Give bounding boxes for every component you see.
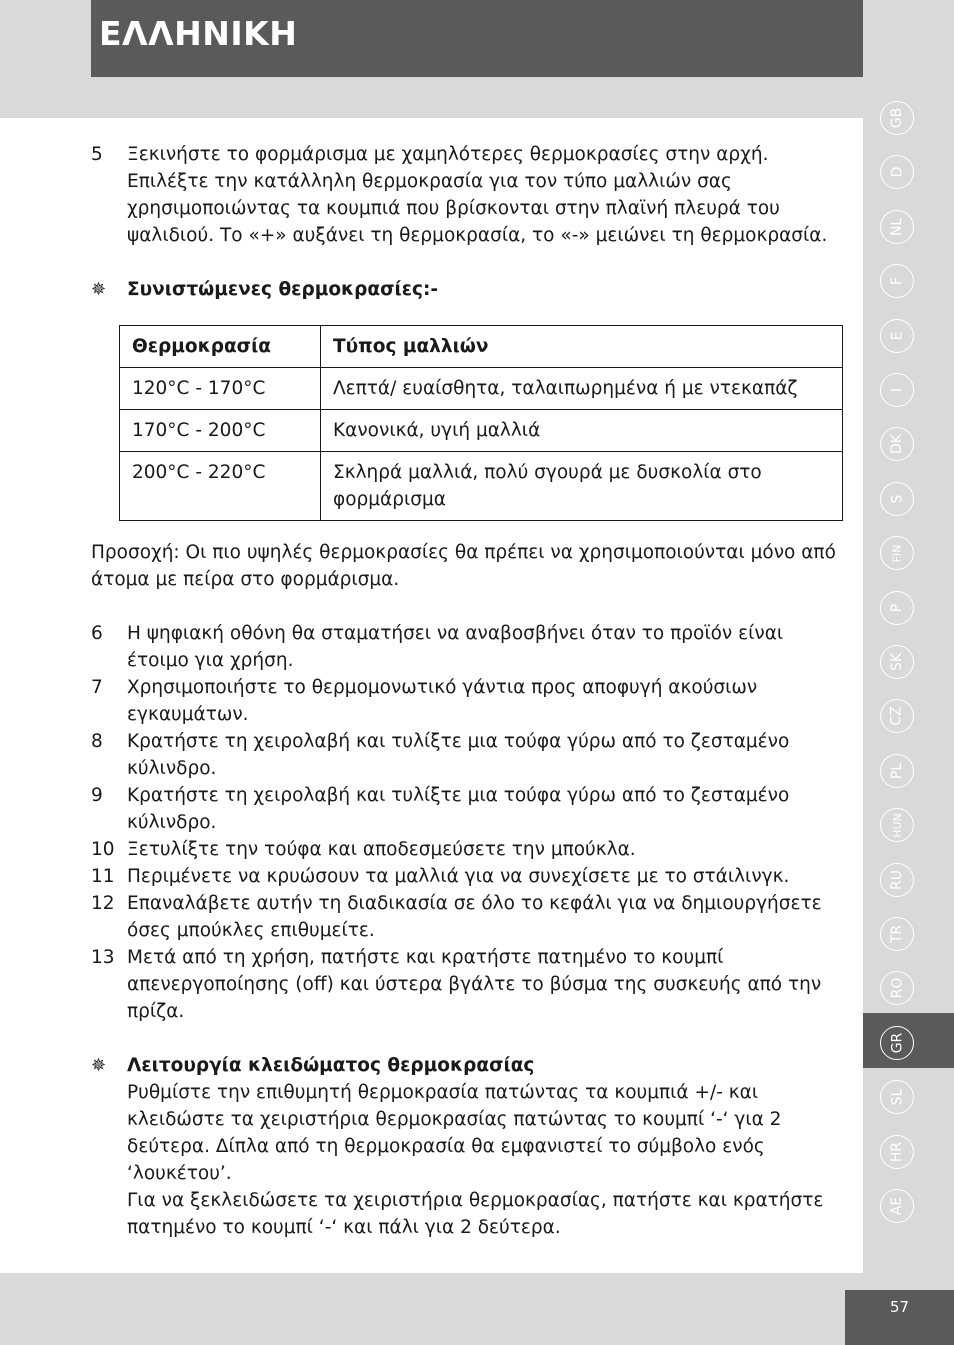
language-code: RO <box>889 978 905 999</box>
language-tab-sl[interactable] <box>880 1072 914 1122</box>
table-header: Θερμοκρασία <box>120 326 321 368</box>
language-circle-icon <box>880 754 914 788</box>
step-text: Ξεκινήστε το φορμάρισμα με χαμηλότερες θερμοκρασίες στην αρχή. Επιλέξτε την κατάλληλη θερμοκρασία για τον τύπο μαλλιών σας χρησιμοποιώντας τα κουμπιά που βρίσκονται στην πλαϊνή πλευρά του ψαλιδιού. Το «+» αυξάνει τη θερμοκρασία, το «-» μειώνει τη θερμοκρασία. <box>127 144 828 246</box>
header-bar <box>91 0 863 77</box>
table-row <box>120 368 843 410</box>
language-circle-icon <box>880 1189 914 1223</box>
language-code: S <box>888 494 905 504</box>
page-number: 57 <box>889 1298 910 1316</box>
language-tab-pl[interactable] <box>880 746 914 796</box>
tip-title: Συνιστώμενες θερμοκρασίες:- <box>127 279 439 300</box>
language-code: HR <box>888 1141 905 1162</box>
step-text: Επαναλάβετε αυτήν τη διαδικασία σε όλο το κεφάλι για να δημιουργήσετε όσες μπούκλες επιθυμείτε. <box>127 893 822 941</box>
language-circle-icon <box>880 373 914 407</box>
step-12 <box>91 890 841 944</box>
tip-sun-icon: ✵ <box>91 279 107 300</box>
page-number-box <box>845 1290 954 1345</box>
language-tab-f[interactable] <box>880 256 914 306</box>
step-text: Κρατήστε τη χειρολαβή και τυλίξτε μια τούφα γύρω από το ζεσταμένο κύλινδρο. <box>127 785 790 833</box>
tip-title: Λειτουργία κλειδώματος θερμοκρασίας <box>127 1055 535 1076</box>
step-text: Η ψηφιακή οθόνη θα σταματήσει να αναβοσβήνει όταν το προϊόν είναι έτοιμο για χρήση. <box>127 623 784 671</box>
language-tab-gr[interactable] <box>880 1018 914 1068</box>
step-number: 6 <box>91 623 103 644</box>
tip-paragraph: Ρυθμίστε την επιθυμητή θερμοκρασία πατώντας τα κουμπιά +/- και κλειδώστε τα χειριστήρια θερμοκρασίας πατώντας το κουμπί ‘-‘ για 2 δεύτερα. Δίπλα από τη θερμοκρασία θα εμφανιστεί το σύμβολο ενός ‘λουκέτου’. <box>127 1082 782 1184</box>
language-code: I <box>888 387 905 393</box>
step-text: Χρησιμοποιήστε το θερμομονωτικό γάντια προς αποφυγή ακούσιων εγκαυμάτων. <box>127 677 758 725</box>
language-code: TR <box>889 924 905 944</box>
tip-paragraph: Για να ξεκλειδώσετε τα χειριστήρια θερμοκρασίας, πατήστε και κρατήστε πατημένο το κουμπί ‘-‘ και πάλι για 2 δεύτερα. <box>127 1190 824 1238</box>
step-11 <box>91 863 841 890</box>
language-tab-nl[interactable] <box>880 202 914 252</box>
step-number: 8 <box>91 731 103 752</box>
language-tab-hr[interactable] <box>880 1127 914 1177</box>
language-tab-gb[interactable] <box>880 93 914 143</box>
language-tab-d[interactable] <box>880 147 914 197</box>
temperature-table <box>119 325 843 521</box>
table-row <box>120 410 843 452</box>
language-tabs <box>863 93 954 1243</box>
language-circle-icon <box>880 264 914 298</box>
language-code: FIN <box>890 544 904 563</box>
step-number: 12 <box>91 893 115 914</box>
table-header-row <box>120 326 843 368</box>
bottom-strip <box>337 1273 863 1345</box>
language-tab-cz[interactable] <box>880 691 914 741</box>
language-tab-p[interactable] <box>880 583 914 633</box>
step-text: Περιμένετε να κρυώσουν τα μαλλιά για να συνεχίσετε με το στάιλινγκ. <box>127 866 790 887</box>
language-code: AE <box>889 1196 905 1216</box>
caution-note: Προσοχή: Οι πιο υψηλές θερμοκρασίες θα πρέπει να χρησιμοποιούνται μόνο από άτομα με πείρα στο φορμάρισμα. <box>91 542 836 590</box>
tip-sun-icon: ✵ <box>91 1055 107 1076</box>
language-code: DK <box>889 434 905 455</box>
language-circle-icon <box>880 482 914 516</box>
language-tab-tr[interactable] <box>880 909 914 959</box>
step-text: Μετά από τη χρήση, πατήστε και κρατήστε πατημένο το κουμπί απενεργοποίησης (off) και ύστερα βγάλτε το βύσμα της συσκευής από την πρίζα. <box>127 947 822 1022</box>
language-circle-icon <box>880 699 914 733</box>
table-cell: Σκληρά μαλλιά, πολύ σγουρά με δυσκολία στο φορμάρισμα <box>321 452 843 521</box>
recommended-temperatures-tip <box>91 276 841 303</box>
step-number: 7 <box>91 677 103 698</box>
language-tab-ru[interactable] <box>880 855 914 905</box>
step-number: 10 <box>91 839 115 860</box>
language-circle-icon <box>880 427 914 461</box>
table-cell: 200°C - 220°C <box>120 452 321 521</box>
language-circle-icon <box>880 210 914 244</box>
language-tab-fin[interactable] <box>880 528 914 578</box>
language-tab-e[interactable] <box>880 311 914 361</box>
language-tab-hun[interactable] <box>880 800 914 850</box>
language-code: SL <box>889 1088 905 1106</box>
language-circle-icon <box>880 863 914 897</box>
step-9 <box>91 782 841 836</box>
language-code: GB <box>888 107 905 129</box>
language-tab-sk[interactable] <box>880 637 914 687</box>
language-circle-icon <box>880 536 914 570</box>
language-circle-icon <box>880 1026 914 1060</box>
language-circle-icon <box>880 808 914 842</box>
language-tab-s[interactable] <box>880 474 914 524</box>
step-text: Ξετυλίξτε την τούφα και αποδεσμεύσετε την μπούκλα. <box>127 839 636 860</box>
language-code: P <box>888 603 905 612</box>
step-number: 5 <box>91 144 103 165</box>
language-tab-i[interactable] <box>880 365 914 415</box>
language-code: E <box>888 331 905 341</box>
language-circle-icon <box>880 1135 914 1169</box>
step-text: Κρατήστε τη χειρολαβή και τυλίξτε μια τούφα γύρω από το ζεσταμένο κύλινδρο. <box>127 731 790 779</box>
table-cell: Κανονικά, υγιή μαλλιά <box>321 410 843 452</box>
language-code: PL <box>889 762 905 779</box>
language-code: GR <box>888 1032 905 1054</box>
step-13 <box>91 944 841 1025</box>
step-5 <box>91 141 841 249</box>
language-circle-icon <box>880 155 914 189</box>
language-circle-icon <box>880 917 914 951</box>
page-title: ΕΛΛΗΝΙΚΗ <box>99 14 298 53</box>
language-tab-ae[interactable] <box>880 1181 914 1231</box>
language-code: NL <box>889 217 905 236</box>
table-cell: 170°C - 200°C <box>120 410 321 452</box>
table-cell: 120°C - 170°C <box>120 368 321 410</box>
step-number: 13 <box>91 947 115 968</box>
language-code: F <box>889 277 905 286</box>
step-7 <box>91 674 841 728</box>
temperature-lock-tip <box>91 1052 841 1241</box>
step-10 <box>91 836 841 863</box>
language-code: SK <box>888 652 905 672</box>
step-number: 9 <box>91 785 103 806</box>
language-circle-icon <box>880 319 914 353</box>
table-row <box>120 452 843 521</box>
language-circle-icon <box>880 591 914 625</box>
language-code: CZ <box>889 706 905 727</box>
step-8 <box>91 728 841 782</box>
language-code: RU <box>888 869 905 890</box>
step-number: 11 <box>91 866 115 887</box>
language-code: D <box>889 167 905 178</box>
language-circle-icon <box>880 645 914 679</box>
step-6 <box>91 620 841 674</box>
language-circle-icon <box>880 1080 914 1114</box>
table-header: Τύπος μαλλιών <box>321 326 843 368</box>
language-code: HUN <box>890 812 904 838</box>
language-tab-ro[interactable] <box>880 963 914 1013</box>
table-cell: Λεπτά/ ευαίσθητα, ταλαιπωρημένα ή με ντεκαπάζ <box>321 368 843 410</box>
language-circle-icon <box>880 971 914 1005</box>
language-circle-icon <box>880 101 914 135</box>
language-tab-dk[interactable] <box>880 419 914 469</box>
page-content <box>91 141 841 1241</box>
